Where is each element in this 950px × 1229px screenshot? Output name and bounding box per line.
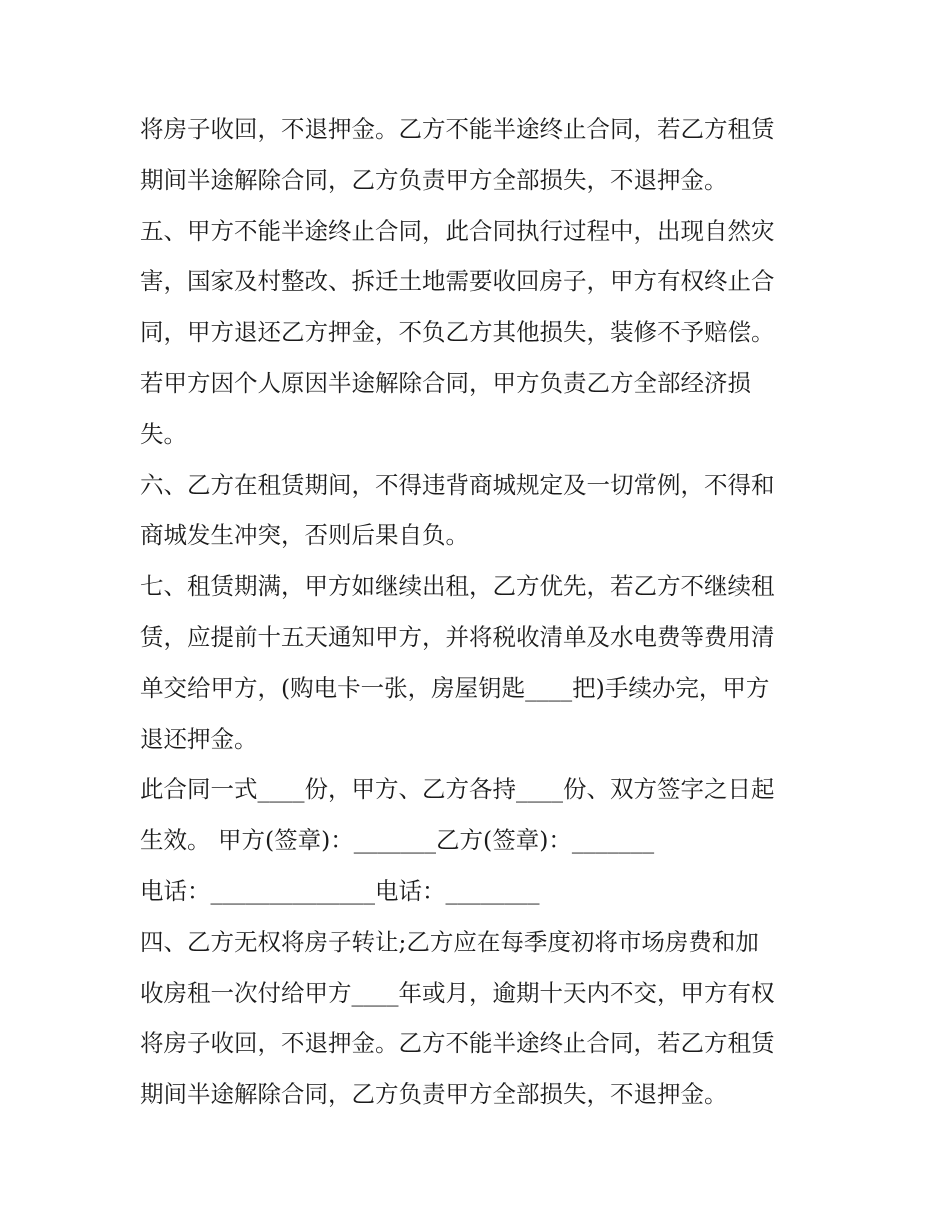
- text-line: 期间半途解除合同，乙方负责甲方全部损失，不退押金。: [140, 1080, 728, 1109]
- clause-5: 五、甲方不能半途终止合同，此合同执行过程中，出现自然灾: [140, 216, 775, 245]
- clause-7: 七、租赁期满，甲方如继续出租，乙方优先，若乙方不继续租: [140, 572, 775, 601]
- text-line: 失。: [140, 419, 187, 448]
- signature-line: 生效。 甲方(签章)：_______乙方(签章)：_______: [140, 826, 655, 855]
- text-line: 若甲方因个人原因半途解除合同，甲方负责乙方全部经济损: [140, 368, 751, 397]
- clause-6: 六、乙方在租赁期间，不得违背商城规定及一切常例，不得和: [140, 470, 775, 499]
- text-line: 期间半途解除合同，乙方负责甲方全部损失，不退押金。: [140, 165, 728, 194]
- copies-clause: 此合同一式____份，甲方、乙方各持____份、双方签字之日起: [140, 775, 775, 804]
- text-line: 单交给甲方，(购电卡一张，房屋钥匙____把)手续办完，甲方: [140, 673, 770, 702]
- text-line: 收房租一次付给甲方____年或月，逾期十天内不交，甲方有权: [140, 978, 775, 1007]
- text-line: 赁，应提前十五天通知甲方，并将税收清单及水电费等费用清: [140, 622, 775, 651]
- text-line: 将房子收回，不退押金。乙方不能半途终止合同，若乙方租赁: [140, 1029, 775, 1058]
- text-line: 商城发生冲突，否则后果自负。: [140, 521, 469, 550]
- text-line: 将房子收回，不退押金。乙方不能半途终止合同，若乙方租赁: [140, 115, 775, 143]
- text-line: 同，甲方退还乙方押金，不负乙方其他损失，装修不予赔偿。: [140, 318, 775, 347]
- document-body: [140, 104, 820, 1120]
- phone-line: 电话：______________电话：________: [140, 876, 540, 905]
- text-line: 退还押金。: [140, 724, 258, 753]
- clause-4: 四、乙方无权将房子转让;乙方应在每季度初将市场房费和加: [140, 927, 759, 956]
- text-line: 害，国家及村整改、拆迁土地需要收回房子，甲方有权终止合: [140, 267, 775, 296]
